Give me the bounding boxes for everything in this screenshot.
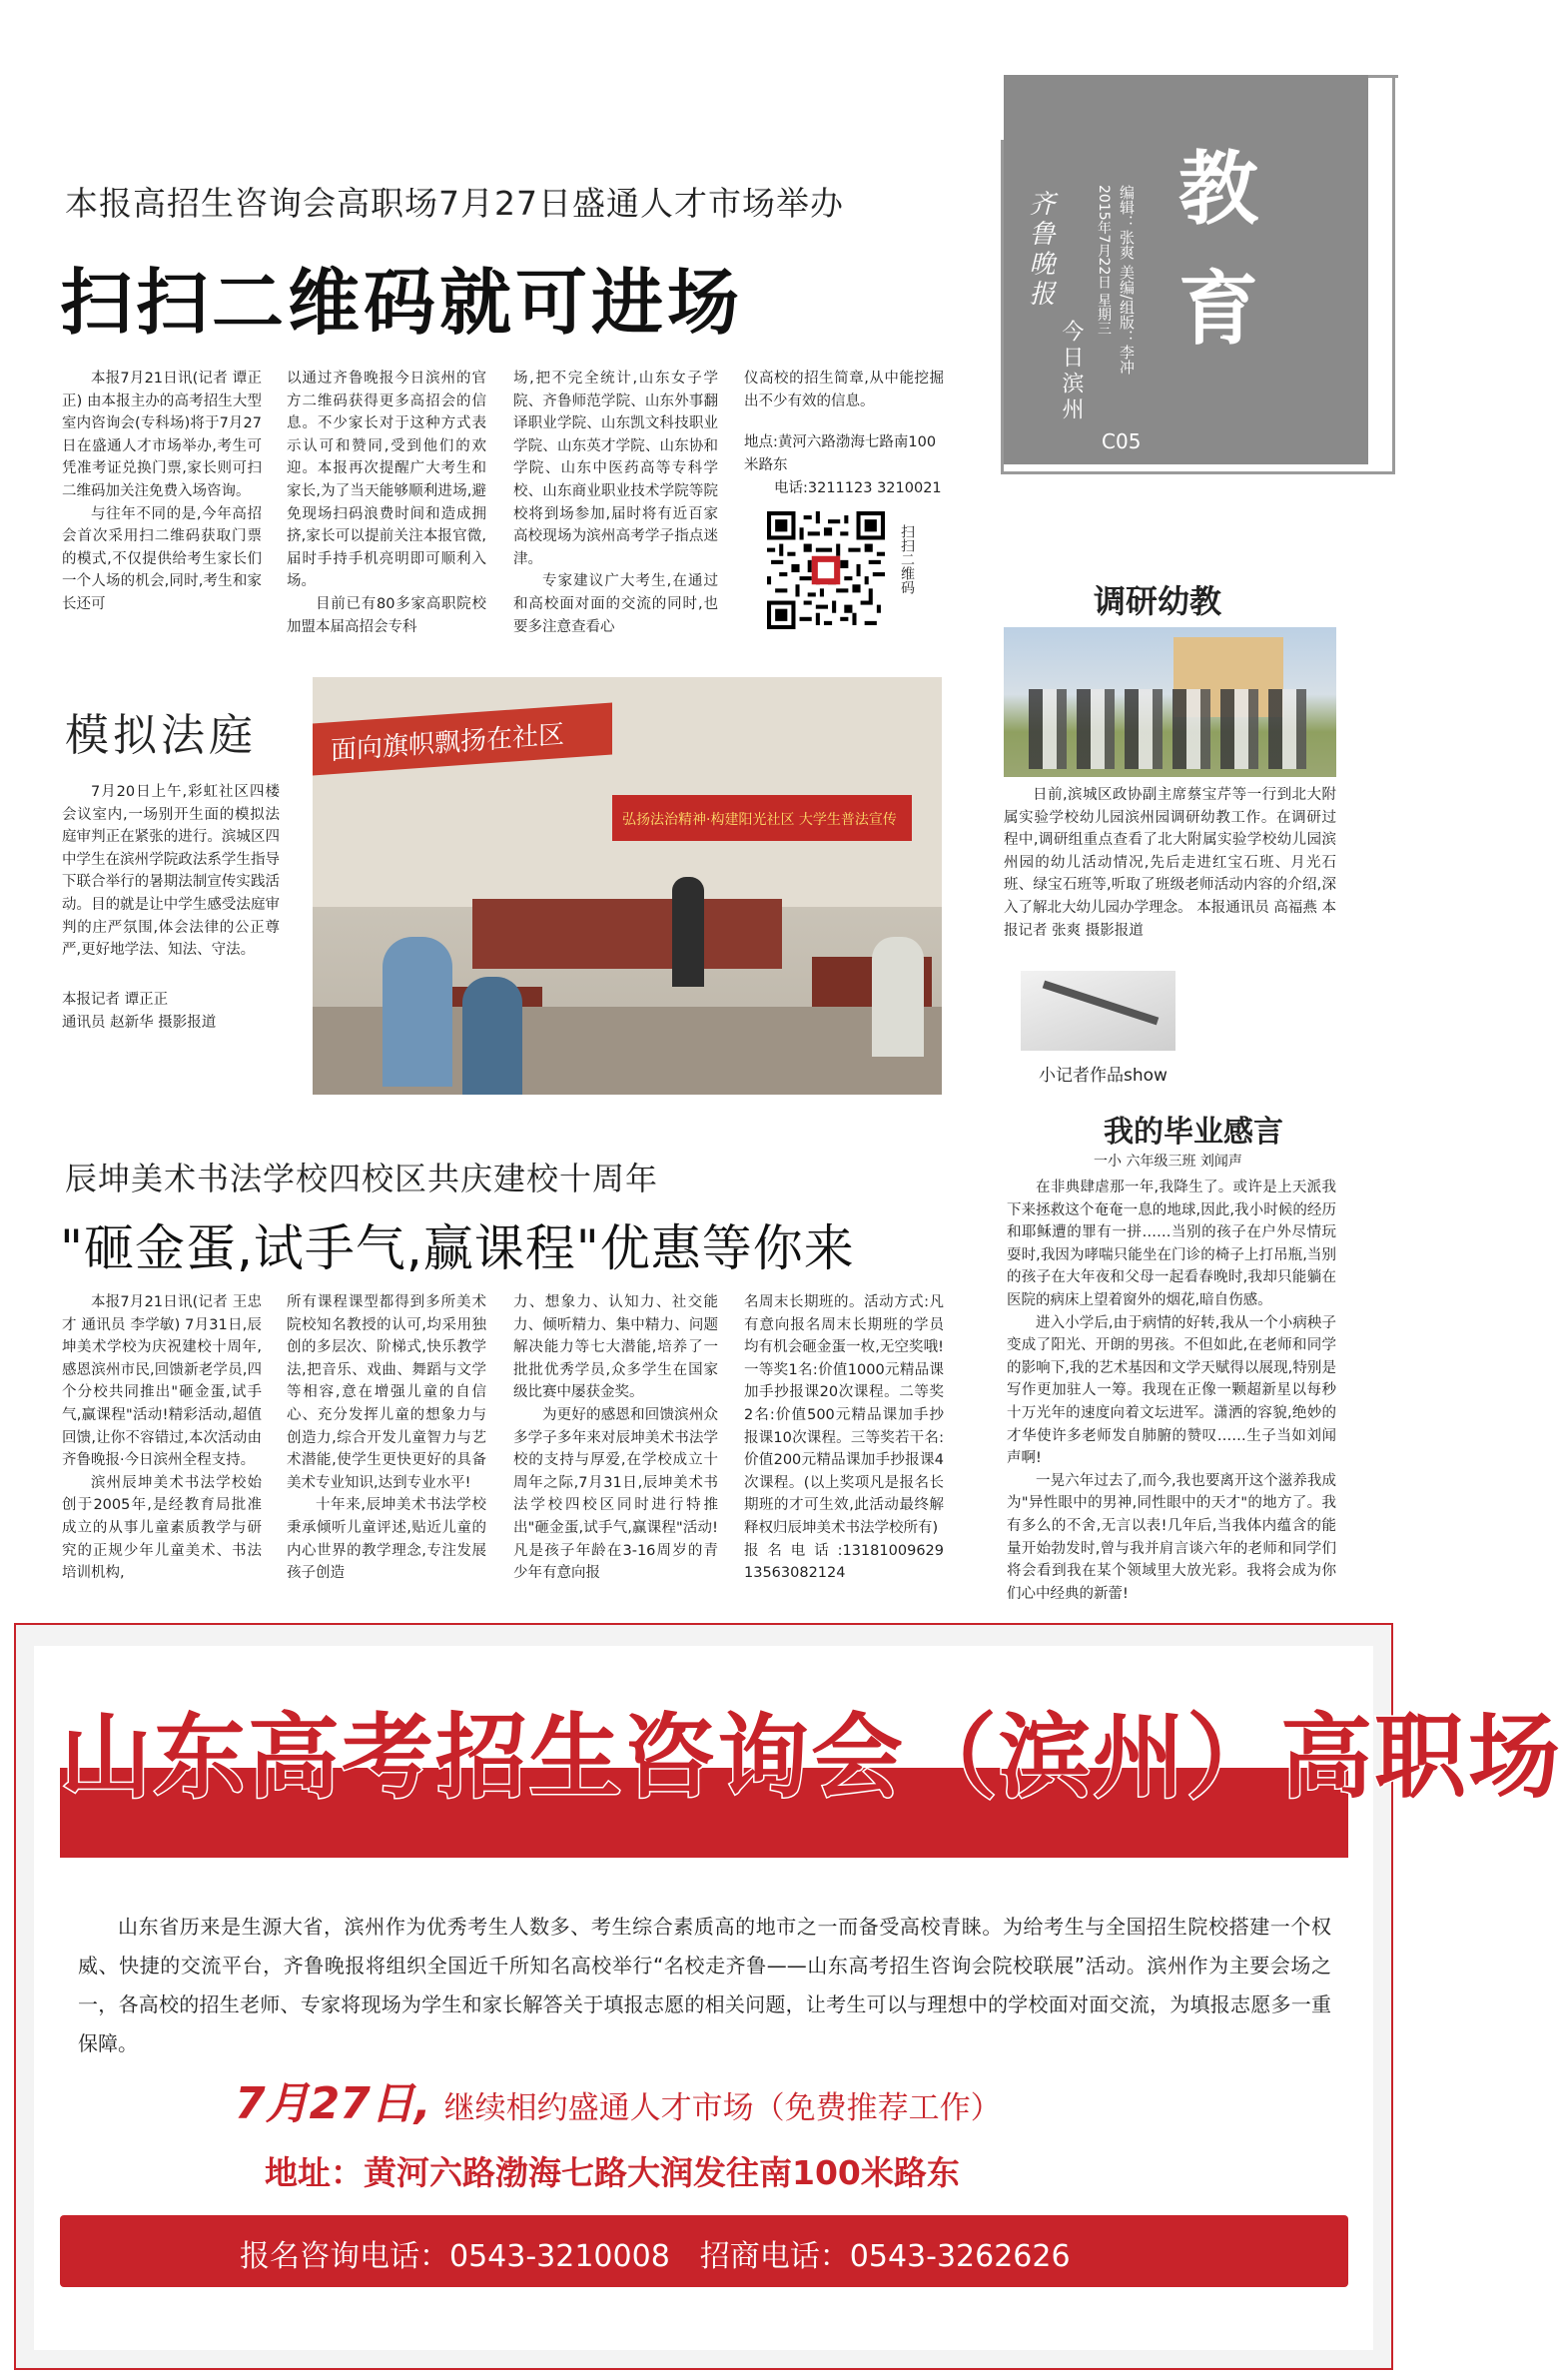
story5-kicker: 辰坤美术书法学校四校区共庆建校十周年 [65, 1160, 659, 1197]
story5-col1 [62, 1291, 262, 1596]
photo-banner-1-text: 面向旗帜飘扬在社区 [331, 719, 565, 767]
story5-col3-p1: 力、想象力、认知力、社交能力、倾听精力、集中精力、问题解决能力等七大潜能,培养了一批批优秀学员,众多学生在国家级比赛中屡获金奖。 [513, 1294, 718, 1401]
photo-wall [313, 677, 942, 907]
story5-col4-p1: 名周末长期班的。活动方式:凡有意向报名周末长期班的学员均有机会砸金蛋一枚,无空奖哦!一等奖1名:价值1000元精品课加手抄报课20次课程。二等奖2名:价值500元精品课加手抄报课10次课程。三等奖若干名:价值200元精品课加手抄报课4次课程。(以上奖项凡是报名长期班的才可生效,此活动最终解释权归辰坤美术书法学校所有) [744, 1294, 944, 1536]
story5-col1-p2: 滨州辰坤美术书法学校始创于2005年,是经教育局批准成立的从事儿童素质教学与研究的正规少年儿童美术、书法培训机构, [62, 1474, 262, 1582]
story4-p1: 在非典肆虐那一年,我降生了。或许是上天派我下来拯救这个奄奄一息的地球,因此,我小时候的经历和耶稣遭的罪有一拼……当别的孩子在户外尽情玩耍时,我因为哮喘只能坐在门诊的椅子上打吊瓶,当别的孩子在大年夜和父母一起看春晚时,我却只能躺在医院的病床上望着窗外的烟花,暗自伤感。 [1007, 1180, 1336, 1308]
ad-date-line [235, 2067, 1002, 2131]
photo-banner-2 [612, 795, 912, 841]
ad-phone-bar [60, 2215, 1348, 2287]
qr-code-image [767, 511, 885, 629]
courtroom-photo [313, 677, 942, 1095]
story1-kicker: 本报高招生咨询会高职场7月27日盛通人才市场举办 [65, 184, 844, 223]
story5-col3-p2: 为更好的感恩和回馈滨州众多学子多年来对辰坤美术书法学校的支持与厚爱,在学校成立十周年之际,7月31日,辰坤美术书法学校四校区同时进行特推出"砸金蛋,试手气,赢课程"活动!凡是孩子年龄在3-16周岁的青少年有意向报 [513, 1406, 718, 1582]
photo-person-4 [872, 937, 924, 1057]
story1-col1-p1: 本报7月21日讯(记者 谭正正) 由本报主办的高考招生大型室内咨询会(专科场)将于7月27日在盛通人才市场举办,考生可凭准考证兑换门票,家长则可扫二维码加关注免费入场咨询。 [62, 371, 262, 499]
masthead-editors: 编辑：张爽 美编/组版：李冲 [1118, 185, 1136, 375]
story3-body [1004, 784, 1336, 942]
story1-col1 [62, 368, 262, 639]
masthead-page: C05 [1102, 429, 1142, 453]
story5-col2-p2: 十年来,辰坤美术书法学校秉承倾听儿童评述,贴近儿童的内心世界的教学理念,专注发展孩子创造 [287, 1497, 486, 1582]
ad-body: 山东省历来是生源大省，滨州作为优秀考生人数多、考生综合素质高的地市之一而备受高校青睐。为给考生与全国招生院校搭建一个权威、快捷的交流平台，齐鲁晚报将组织全国近千所知名高校举行“名校走齐鲁——山东高考招生咨询会院校联展”活动。滨州作为主要会场之一，各高校的招生老师、专家将现场为学生和家长解答关于填报志愿的相关问题，让考生可以与理想中的学校面对面交流，为填报志愿多一重保障。 [78, 1915, 1331, 2055]
masthead-paper-name: 齐鲁晚报 [1025, 190, 1055, 310]
story1-col2 [287, 368, 486, 639]
ad-title: 山东高考招生咨询会（滨州）高职场 [60, 1704, 1562, 1811]
story5-col3 [513, 1291, 718, 1596]
story2-headline: 模拟法庭 [65, 710, 257, 761]
pencil-icon [1043, 981, 1160, 1026]
story3-headline: 调研幼教 [1094, 582, 1222, 620]
story1-col3 [513, 368, 718, 639]
ad-address: 地址：黄河六路渤海七路大润发往南100米路东 [265, 2153, 960, 2192]
story3-body-text: 日前,滨城区政协副主席蔡宝芹等一行到北大附属实验学校幼儿园滨州园调研幼教工作。在调研过程中,调研组重点查看了北大附属实验学校幼儿园滨州园的幼儿活动情况,先后走进红宝石班、月光石班、绿宝石班等,听取了班级老师活动内容的介绍,深入了解北大幼儿园办学理念。 [1004, 787, 1336, 916]
story1-col3-p2: 专家建议广大考生,在通过和高校面对面的交流的同时,也要多注意查看心 [513, 573, 718, 635]
masthead-box [1004, 75, 1368, 464]
ad-date-rest: 继续相约盛通人才市场（免费推荐工作） [443, 2090, 1002, 2126]
photo-person-3 [672, 877, 704, 987]
qr-caption: 扫扫二维码 [899, 524, 915, 594]
kg-photo-people [1029, 689, 1308, 769]
story5-col2-p1: 所有课程课型都得到多所美术院校知名教授的认可,均采用独创的多层次、阶梯式,快乐教学法,把音乐、戏曲、舞蹈与文学等相容,意在增强儿童的自信心、充分发挥儿童的想象力与创造力,综合开发儿童智力与艺术潜能,使学生更快更好的具备美术专业知识,达到专业水平! [287, 1294, 486, 1491]
story2-byline2: 通讯员 赵新华 摄影报道 [62, 1015, 217, 1031]
story5-col1-p1: 本报7月21日讯(记者 王忠才 通讯员 李学敏) 7月31日,辰坤美术学校为庆祝建校十周年,感恩滨州市民,回馈新老学员,四个分校共同推出"砸金蛋,试手气,赢课程"活动!精彩活动,超值回馈,让你不容错过,本次活动由齐鲁晚报·今日滨州全程支持。 [62, 1294, 262, 1469]
ad-phone-text: 报名咨询电话：0543-3210008 招商电话：0543-3262626 [240, 2239, 1071, 2274]
photo-person-2 [462, 977, 522, 1095]
story4-p2: 进入小学后,由于病情的好转,我从一个小病秧子变成了阳光、开朗的男孩。不但如此,在老师和同学的影响下,我的艺术基因和文学天赋得以展现,特别是写作更加驻人一筹。我现在正像一颗超新星以每秒十万光年的速度向着文坛进军。潇洒的容貌,绝妙的才华使许多老师发自肺腑的赞叹……生子当如刘闻声啊! [1007, 1314, 1336, 1467]
story3-byline: 本报通讯员 高福燕 本报记者 张爽 摄影报道 [1004, 899, 1337, 939]
story1-venue: 地点:黄河六路渤海七路南100米路东 [744, 434, 937, 473]
story5-headline: "砸金蛋,试手气,赢课程"优惠等你来 [60, 1219, 855, 1277]
story4-p3: 一晃六年过去了,而今,我也要离开这个滋养我成为"异性眼中的男神,同性眼中的天才"的地方了。我有多么的不舍,无言以表!几年后,当我体内蕴含的能量开始勃发时,曾与我并肩言谈六年的老师和同学们将会看到我在某个领域里大放光彩。我将会成为你们心中经典的新蕾! [1007, 1472, 1336, 1602]
story1-phone: 电话:3211123 3210021 [774, 480, 942, 496]
story1-col4-p1: 仪高校的招生简章,从中能挖掘出不少有效的信息。 [744, 371, 944, 409]
story1-col4 [744, 368, 944, 427]
story2-byline1: 本报记者 谭正正 [62, 992, 169, 1008]
small-reporter-badge [1021, 971, 1175, 1051]
masthead-section-top: 教 [1178, 143, 1258, 236]
photo-person-1 [383, 937, 452, 1087]
story1-col3-p1: 场,把不完全统计,山东女子学院、齐鲁师范学院、山东外事翻译职业学院、山东凯文科技职业学院、山东英才学院、山东协和学院、山东中医药高等专科学校、山东商业职业技术学院等院校将到场参加,届时将有近百家高校现场为滨州高考学子指点迷津。 [513, 371, 718, 567]
kindergarten-photo [1004, 627, 1336, 777]
story4-body [1007, 1177, 1336, 1602]
story4-headline: 我的毕业感言 [1104, 1115, 1283, 1150]
story5-col2 [287, 1291, 486, 1596]
story2-body: 7月20日上午,彩虹社区四楼会议室内,一场别开生面的模拟法庭审判正在紧张的进行。滨城区四中学生在滨州学院政法系学生指导下联合举行的暑期法制宣传实践活动。目的就是让中学生感受法庭审判的庄严氛围,体会法律的公正尊严,更好地学法、知法、守法。 [62, 784, 280, 959]
story5-col4-p2: 报名电话:13181009629 13563082124 [744, 1542, 944, 1582]
masthead-date: 2015年7月22日 星期三 [1096, 185, 1112, 336]
story1-col2-p1: 以通过齐鲁晚报今日滨州的官方二维码获得更多高招会的信息。不少家长对于这种方式表示认可和赞同,受到他们的欢迎。本报再次提醒广大考生和家长,为了当天能够顺利进场,避免现场扫码浪费时间和造成拥挤,家长可以提前关注本报官微,届时手持手机亮明即可顺利入场。 [287, 371, 486, 590]
story1-col1-p2: 与往年不同的是,今年高招会首次采用扫二维码获取门票的模式,不仅提供给考生家长们一个人场的机会,同时,考生和家长还可 [62, 505, 262, 612]
story1-headline: 扫扫二维码就可进场 [60, 261, 744, 345]
story2-body-wrap [62, 781, 280, 997]
ad-date-big: 7月27日, [235, 2078, 431, 2129]
story4-column-label: 小记者作品show [1039, 1066, 1168, 1086]
photo-banner-2-text: 弘扬法治精神·构建阳光社区 大学生普法宣传 [622, 812, 897, 828]
photo-bench [472, 899, 782, 969]
story3-body-wrap [1004, 784, 1336, 950]
story1-col2-p2: 目前已有80多家高职院校加盟本届高招会专科 [287, 595, 486, 635]
masthead-edition: 今日滨州 [1059, 320, 1084, 423]
masthead-section-bottom: 育 [1178, 263, 1258, 356]
story5-col4 [744, 1291, 944, 1596]
story4-author: 一小 六年级三班 刘闻声 [1094, 1154, 1242, 1170]
